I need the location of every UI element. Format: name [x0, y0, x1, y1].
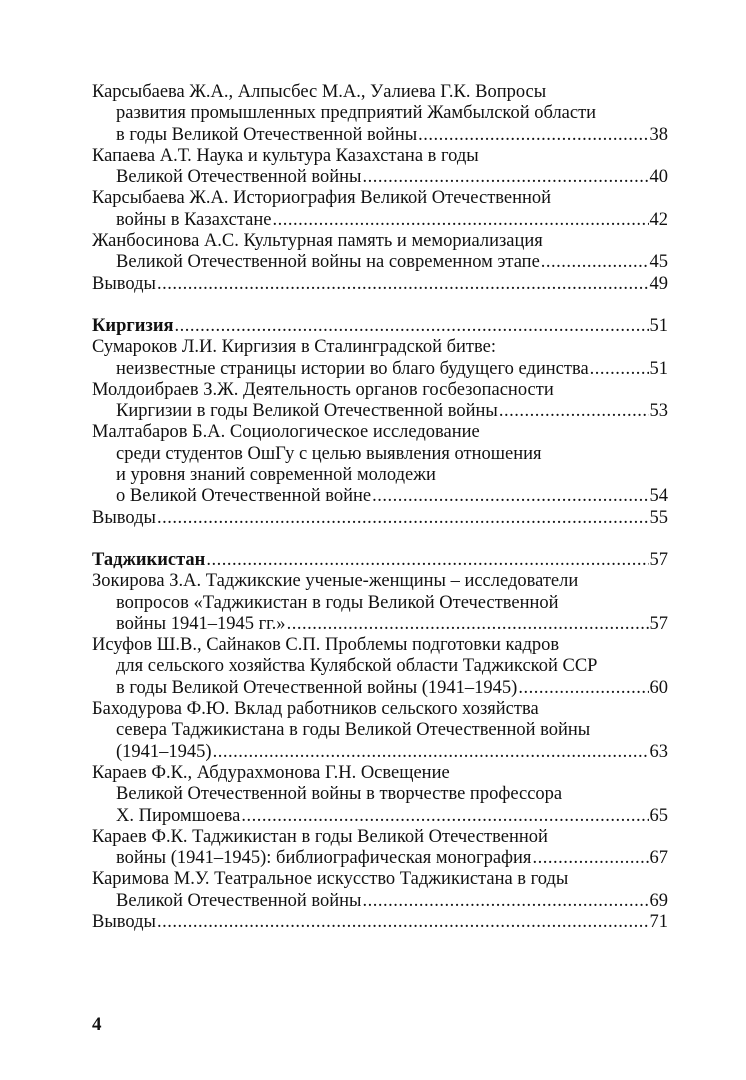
toc-entry	[92, 763, 668, 827]
toc-entry-page: 49	[649, 273, 668, 294]
toc-entry-text: Великой Отечественной войны в творчестве профессора	[116, 784, 563, 805]
toc-entry-last-line	[92, 614, 668, 635]
toc-entry-last-line	[92, 274, 668, 295]
toc-entry-text: войны 1941–1945 гг.»	[116, 613, 286, 634]
toc-entry-line	[92, 593, 668, 614]
toc-entry	[92, 869, 668, 912]
toc-entry-text: Великой Отечественной войны	[116, 890, 362, 911]
toc-entry-last-line	[92, 210, 668, 231]
toc-entry-text: Исуфов Ш.В., Сайнаков С.П. Проблемы подготовки кадров	[92, 635, 560, 656]
dot-leader	[272, 210, 648, 231]
toc-section	[92, 82, 668, 295]
dot-leader	[206, 550, 648, 571]
toc-entry-page: 67	[649, 848, 668, 869]
toc-entry-text: вопросов «Таджикистан в годы Великой Отечественной	[116, 592, 559, 613]
section-heading-title: Киргизия	[92, 315, 174, 336]
dot-leader	[241, 806, 648, 827]
toc-entry-page: 51	[649, 358, 668, 379]
toc-entry-page: 65	[649, 805, 668, 826]
toc-entry-line	[92, 571, 668, 592]
toc-entry-line	[92, 699, 668, 720]
toc-entry-text: для сельского хозяйства Кулябской области Таджикской ССР	[116, 656, 598, 677]
dot-leader	[157, 508, 649, 529]
page-number: 4	[92, 1014, 102, 1035]
toc-entry	[92, 912, 668, 933]
toc-entry-last-line	[92, 848, 668, 869]
toc-entry-text: Карсыбаева Ж.А., Алпысбес М.А., Уалиева Г.К. Вопросы	[92, 82, 547, 102]
dot-leader	[175, 316, 649, 337]
toc-entry-last-line	[92, 912, 668, 933]
toc-entry-text: и уровня знаний современной молодежи	[116, 465, 436, 486]
toc-entry-text: Великой Отечественной войны	[116, 167, 362, 188]
toc-entry-last-line	[92, 678, 668, 699]
section-heading-page: 51	[649, 315, 668, 336]
toc-entry-line	[92, 784, 668, 805]
section-heading	[92, 550, 668, 571]
dot-leader	[157, 274, 649, 295]
toc-entry-last-line	[92, 401, 668, 422]
dot-leader	[362, 167, 648, 188]
dot-leader	[541, 252, 649, 273]
toc-entry-text: о Великой Отечественной войне	[116, 486, 372, 507]
toc-entry-text: Жанбосинова А.С. Культурная память и мемориализация	[92, 231, 543, 252]
toc-entry-last-line	[92, 486, 668, 507]
toc-entry-text: Баходурова Ф.Ю. Вклад работников сельского хозяйства	[92, 699, 539, 720]
toc-entry-last-line	[92, 806, 668, 827]
section-heading-page: 57	[649, 549, 668, 570]
toc-entry-line	[92, 82, 668, 103]
dot-leader	[518, 678, 648, 699]
dot-leader	[532, 848, 648, 869]
section-gap	[92, 295, 668, 316]
toc-entry-text: севера Таджикистана в годы Великой Отечественной войны	[116, 720, 591, 741]
section-gap	[92, 529, 668, 550]
toc-entry-text: Сумароков Л.И. Киргизия в Сталинградской битве:	[92, 337, 496, 358]
section-heading	[92, 316, 668, 337]
toc-entry-text: среди студентов ОшГу с целью выявления отношения	[116, 443, 542, 464]
toc-entry-text: Выводы	[92, 507, 156, 528]
toc-section	[92, 550, 668, 933]
toc-entry-line	[92, 188, 668, 209]
toc-entry-line	[92, 146, 668, 167]
toc-entry-text: в годы Великой Отечественной войны (1941–1945)	[116, 677, 518, 698]
toc-entry	[92, 231, 668, 274]
dot-leader	[362, 891, 648, 912]
toc-entry-text: развития промышленных предприятий Жамбылской области	[116, 103, 597, 124]
toc-entry-page: 38	[649, 124, 668, 145]
toc-entry-line	[92, 827, 668, 848]
toc-entry	[92, 635, 668, 699]
toc-entry	[92, 508, 668, 529]
dot-leader	[157, 912, 649, 933]
toc-entry-line	[92, 656, 668, 677]
toc-entry-text: Каримова М.У. Театральное искусство Таджикистана в годы	[92, 869, 569, 890]
toc-entry-text: войны (1941–1945): библиографическая монография	[116, 848, 532, 869]
toc-entry	[92, 337, 668, 380]
toc-section	[92, 316, 668, 529]
toc-entry	[92, 188, 668, 231]
toc-entry-text: Киргизии в годы Великой Отечественной войны	[116, 401, 498, 422]
toc-entry-text: Великой Отечественной войны на современном этапе	[116, 252, 540, 273]
toc-entry-line	[92, 465, 668, 486]
toc-entry-text: Караев Ф.К., Абдурахмонова Г.Н. Освещение	[92, 762, 450, 783]
toc-entry-line	[92, 720, 668, 741]
toc-entry	[92, 699, 668, 763]
toc-entry-text: Х. Пиромшоева	[116, 805, 241, 826]
toc-entry	[92, 380, 668, 423]
toc-entry-line	[92, 103, 668, 124]
toc-entry-last-line	[92, 359, 668, 380]
toc-entry-page: 53	[649, 401, 668, 422]
toc-entry-line	[92, 635, 668, 656]
toc-entry-text: войны в Казахстане	[116, 209, 272, 230]
toc-entry-line	[92, 444, 668, 465]
toc-entry-text: Караев Ф.К. Таджикистан в годы Великой Отечественной	[92, 826, 548, 847]
toc-entry	[92, 82, 668, 146]
dot-leader	[287, 614, 649, 635]
toc-entry-last-line	[92, 125, 668, 146]
toc-entry-page: 57	[649, 613, 668, 634]
table-of-contents	[92, 82, 668, 933]
toc-entry	[92, 146, 668, 189]
toc-entry-page: 45	[649, 252, 668, 273]
toc-entry-text: Карсыбаева Ж.А. Историография Великой Отечественной	[92, 188, 552, 209]
dot-leader	[499, 401, 649, 422]
toc-entry	[92, 422, 668, 507]
toc-entry-text: Выводы	[92, 911, 156, 932]
toc-entry-last-line	[92, 742, 668, 763]
toc-entry-line	[92, 763, 668, 784]
toc-entry-text: Выводы	[92, 273, 156, 294]
toc-entry-text: Зокирова З.А. Таджикские ученые-женщины – исследователи	[92, 571, 579, 592]
toc-entry-line	[92, 869, 668, 890]
dot-leader	[590, 359, 649, 380]
toc-entry-page: 69	[649, 890, 668, 911]
toc-entry-text: (1941–1945)	[116, 741, 212, 762]
dot-leader	[372, 486, 648, 507]
toc-entry-page: 54	[649, 486, 668, 507]
toc-entry-page: 55	[649, 507, 668, 528]
dot-leader	[418, 125, 648, 146]
section-heading-title: Таджикистан	[92, 549, 206, 570]
toc-entry-page: 42	[649, 209, 668, 230]
toc-entry-text: в годы Великой Отечественной войны	[116, 124, 418, 145]
toc-entry-page: 40	[649, 167, 668, 188]
toc-entry-last-line	[92, 891, 668, 912]
toc-entry-page: 63	[649, 741, 668, 762]
toc-entry-last-line	[92, 252, 668, 273]
toc-entry-line	[92, 337, 668, 358]
toc-entry-last-line	[92, 167, 668, 188]
toc-entry-text: Малтабаров Б.А. Социологическое исследование	[92, 422, 480, 443]
toc-entry-page: 60	[649, 677, 668, 698]
toc-entry-line	[92, 422, 668, 443]
toc-entry-page: 71	[649, 911, 668, 932]
toc-entry-text: неизвестные страницы истории во благо будущего единства	[116, 358, 589, 379]
toc-entry-text: Капаева А.Т. Наука и культура Казахстана в годы	[92, 145, 479, 166]
toc-entry-line	[92, 380, 668, 401]
toc-entry	[92, 274, 668, 295]
toc-entry	[92, 571, 668, 635]
toc-entry-last-line	[92, 508, 668, 529]
dot-leader	[213, 742, 649, 763]
toc-entry-text: Молдоибраев З.Ж. Деятельность органов госбезопасности	[92, 379, 554, 400]
toc-entry	[92, 827, 668, 870]
toc-entry-line	[92, 231, 668, 252]
